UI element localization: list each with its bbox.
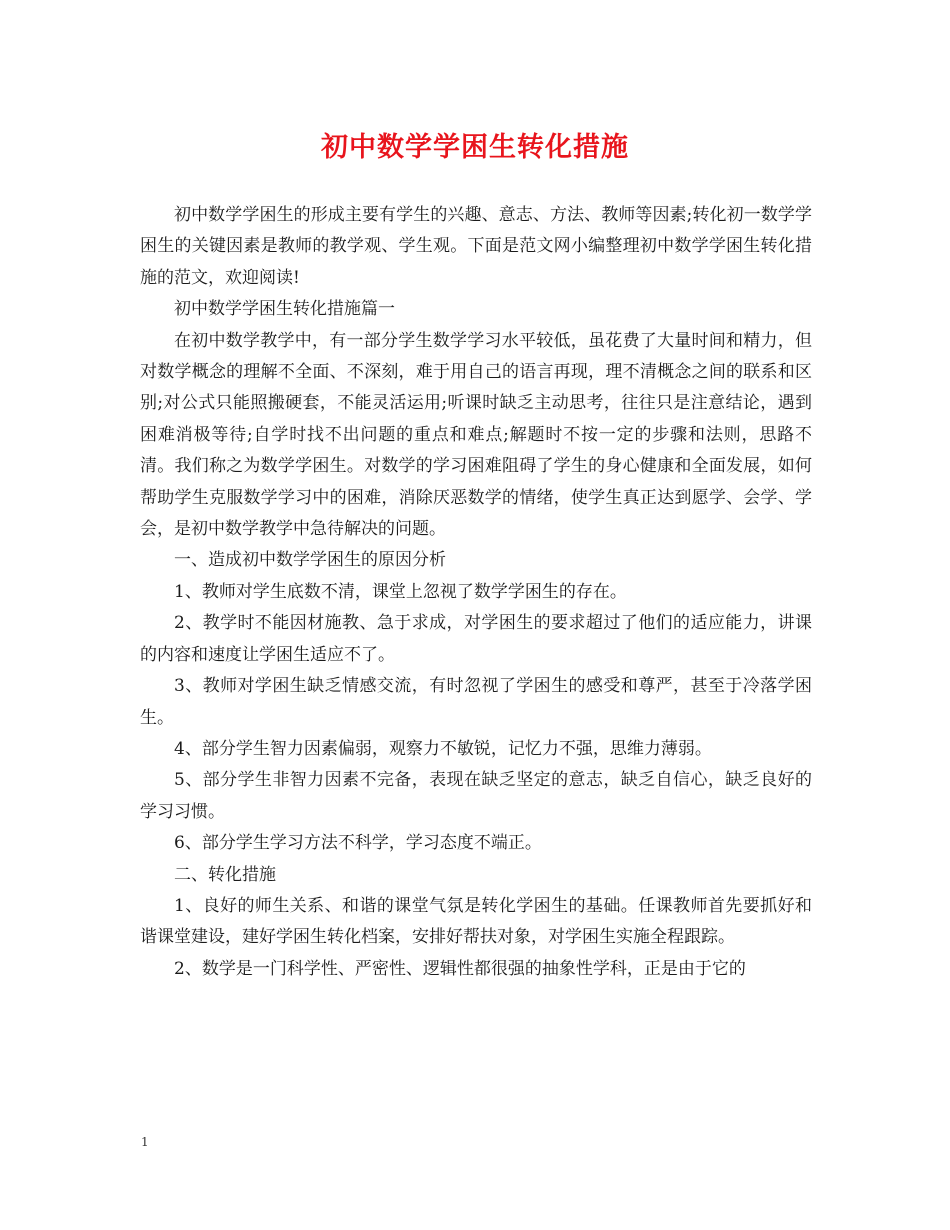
paragraph-cause-6: 6、部分学生学习方法不科学，学习态度不端正。 [174,833,542,854]
page-number: 1 [141,1135,149,1149]
paragraph-cause-5: 5、部分学生非智力因素不完备，表现在缺乏坚定的意志，缺乏自信心，缺乏良好的学习习惯。 [140,770,812,822]
document-title: 初中数学学困生转化措施 [321,132,629,163]
paragraph-cause-3: 3、教师对学困生缺乏情感交流，有时忽视了学困生的感受和尊严，甚至于冷落学困生。 [140,676,812,728]
paragraph-measure-2: 2、数学是一门科学性、严密性、逻辑性都很强的抽象性学科，正是由于它的 [174,958,746,979]
document-body [140,200,812,985]
paragraph-heading-measures: 二、转化措施 [174,864,276,885]
paragraph-cause-2: 2、教学时不能因材施教、急于求成，对学困生的要求超过了他们的适应能力，讲课的内容和速度让学困生适应不了。 [140,613,812,665]
paragraph-cause-1: 1、教师对学生底数不清，课堂上忽视了数学学困生的存在。 [174,581,627,602]
paragraph-intro: 初中数学学困生的形成主要有学生的兴趣、意志、方法、教师等因素;转化初一数学学困生的关键因素是教师的教学观、学生观。下面是范文网小编整理初中数学学困生转化措施的范文，欢迎阅读! [140,205,812,288]
paragraph-section-heading: 初中数学学困生转化措施篇一 [174,299,395,320]
paragraph-cause-4: 4、部分学生智力因素偏弱，观察力不敏锐，记忆力不强，思维力薄弱。 [174,738,712,759]
paragraph-measure-1: 1、良好的师生关系、和谐的课堂气氛是转化学困生的基础。任课教师首先要抓好和谐课堂建设，建好学困生转化档案，安排好帮扶对象，对学困生实施全程跟踪。 [140,895,812,948]
paragraph-problem-description: 在初中数学教学中，有一部分学生数学学习水平较低，虽花费了大量时间和精力，但对数学概念的理解不全面、不深刻，难于用自己的语言再现，理不清概念之间的联系和区别;对公式只能照搬硬套，不能灵活运用;听课时缺乏主动思考，往往只是注意结论，遇到困难消极等待;自学时找不出问题的重点和难点;解题时不按一定的步骤和法则，思路不清。我们称之为数学学困生。对数学的学习困难阻碍了学生的身心健康和全面发展，如何帮助学生克服数学学习中的困难，消除厌恶数学的情绪，使学生真正达到愿学、会学、学会，是初中数学教学中急待解决的问题。 [140,330,812,540]
paragraph-heading-causes: 一、造成初中数学学困生的原因分析 [174,550,446,571]
